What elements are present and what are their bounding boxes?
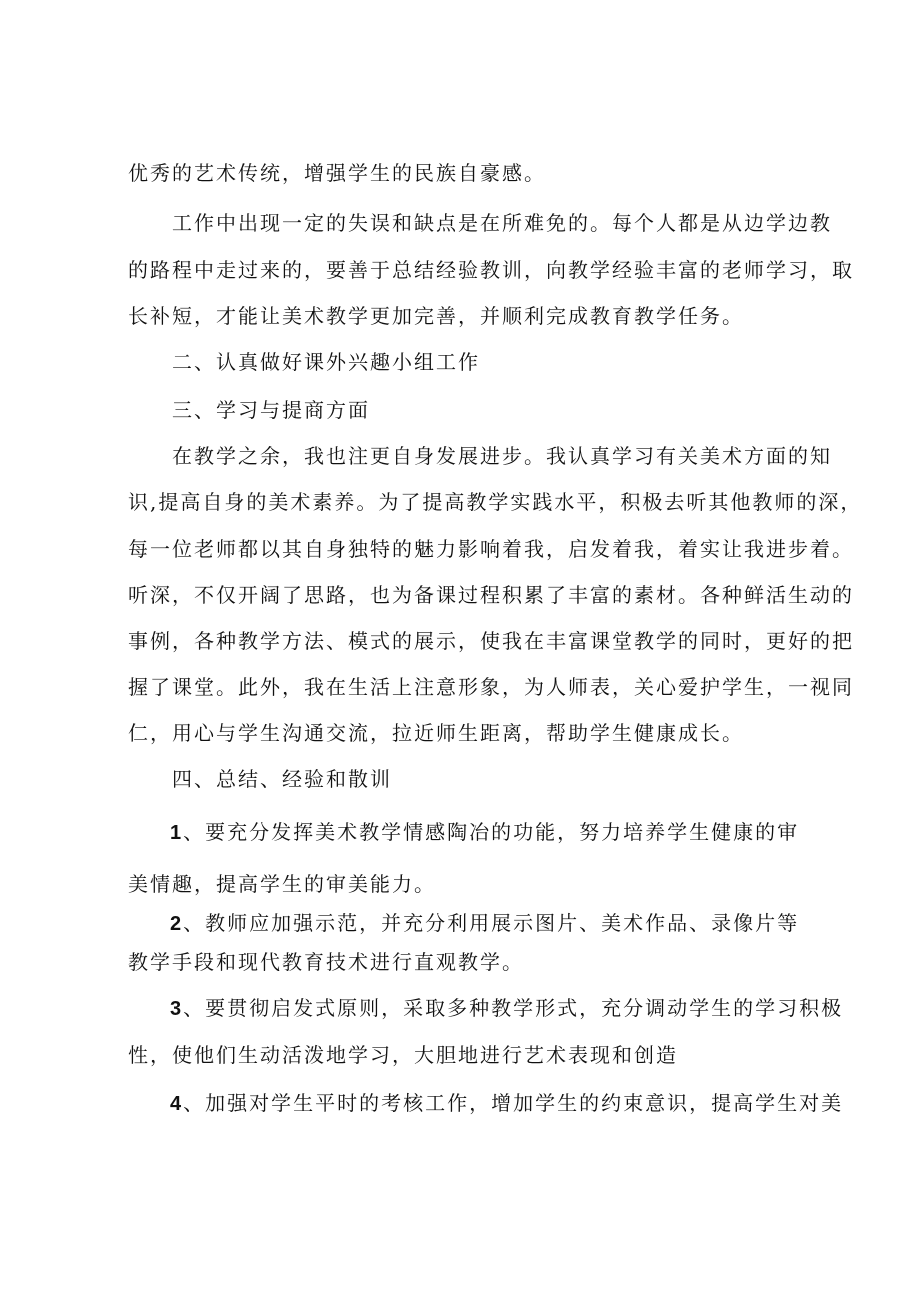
text-line: 仁，用心与学生沟通交流，拉近师生距离，帮助学生健康成长。: [128, 721, 744, 745]
list-item-first-line: [170, 910, 799, 937]
text-line: 握了课堂。此外，我在生活上注意形象，为人师表，关心爱护学生，一视同: [128, 675, 854, 699]
paragraph-start-line: 工作中出现一定的失误和缺点是在所难免的。每个人都是从边学边教: [172, 211, 832, 235]
text-line: 每一位老师都以其自身独特的魅力影响着我，启发着我，着实让我进步着。: [128, 537, 854, 561]
section-heading: 四、总结、经验和散训: [172, 767, 392, 791]
list-item-text: 、加强对学生平时的考核工作，增加学生的约束意识，提高学生对美: [183, 1091, 844, 1115]
text-line: 事例，各种教学方法、模式的展示，使我在丰富课堂教学的同时，更好的把: [128, 629, 854, 653]
text-line: 识,提高自身的美术素养。为了提高教学实践水平，积极去听其他教师的深，: [128, 490, 863, 514]
list-item-continuation: 美情趣，提高学生的审美能力。: [128, 872, 436, 896]
section-heading: 三、学习与提商方面: [172, 398, 370, 422]
list-item-first-line: [170, 819, 799, 846]
list-item-number: 4: [170, 1093, 184, 1115]
list-item-first-line: [170, 995, 843, 1022]
text-line: 的路程中走过来的，要善于总结经验教训，向教学经验丰富的老师学习，取: [128, 258, 854, 282]
list-item-continuation: 性，使他们生动活泼地学习，大胆地进行艺术表现和创造: [128, 1043, 678, 1067]
list-item-number: 2: [170, 913, 184, 935]
list-item-number: 1: [170, 822, 184, 844]
list-item-text: 、教师应加强示范，并充分利用展示图片、美术作品、录像片等: [183, 911, 800, 935]
list-item-continuation: 教学手段和现代教育技术进行直观教学。: [128, 950, 524, 974]
section-heading: 二、认真做好课外兴趣小组工作: [172, 350, 480, 374]
text-line: 听深，不仅开阔了思路，也为备课过程积累了丰富的素材。各种鲜活生动的: [128, 583, 854, 607]
paragraph-start-line: 在教学之余，我也注更自身发展进步。我认真学习有关美术方面的知: [172, 444, 832, 468]
text-line: 优秀的艺术传统，增强学生的民族自豪感。: [128, 161, 546, 185]
text-line: 长补短，才能让美术教学更加完善，并顺利完成教育教学任务。: [128, 304, 744, 328]
list-item-text: 、要充分发挥美术教学情感陶冶的功能，努力培养学生健康的审: [183, 820, 800, 844]
list-item-first-line: [170, 1090, 843, 1117]
list-item-number: 3: [170, 998, 184, 1020]
list-item-text: 、要贯彻启发式原则，采取多种教学形式，充分调动学生的学习积极: [183, 996, 844, 1020]
